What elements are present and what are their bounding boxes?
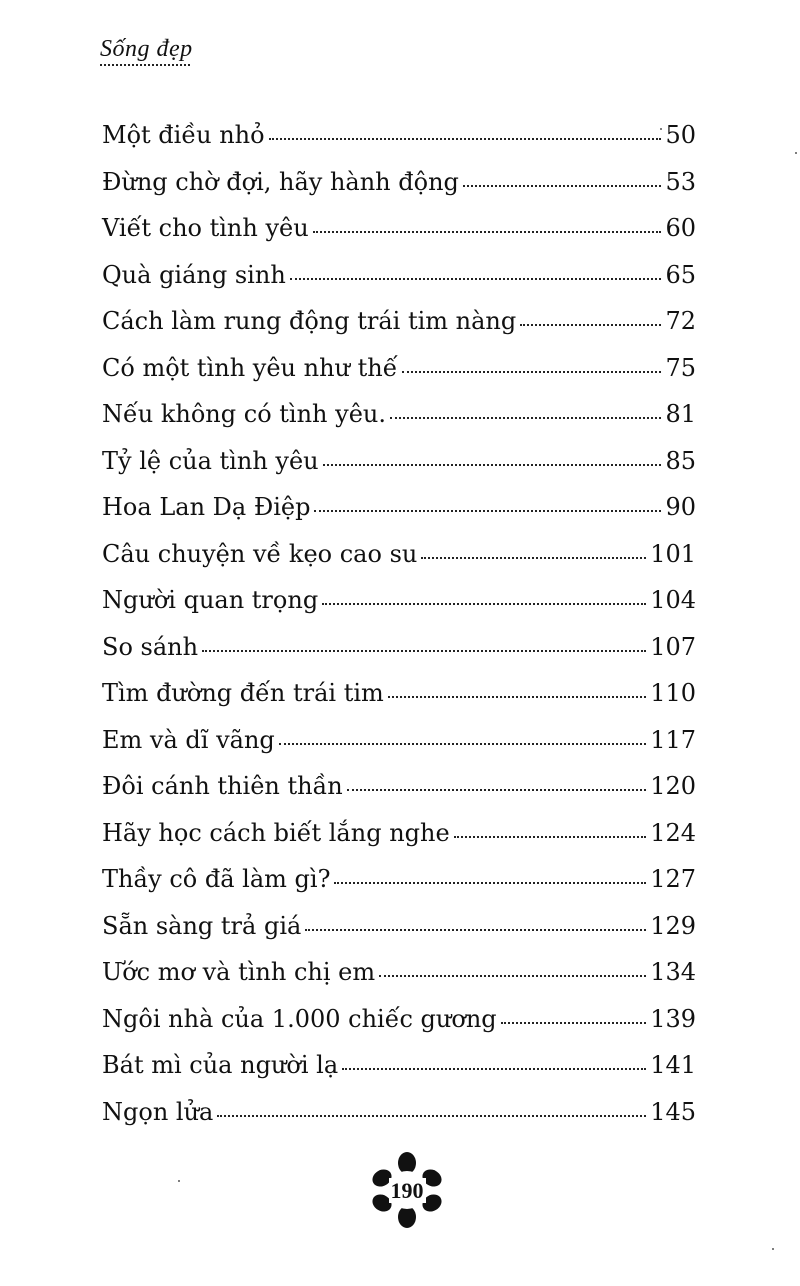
toc-entry-page: 72 xyxy=(665,307,696,335)
toc-dot-leader xyxy=(390,417,661,419)
toc-dot-leader xyxy=(421,557,646,559)
toc-entry xyxy=(102,763,696,810)
page-number-ornament xyxy=(370,1150,444,1230)
toc-dot-leader xyxy=(314,510,661,512)
toc-entry-page: 129 xyxy=(650,911,696,940)
toc-entry-title: Sẵn sàng trả giá xyxy=(102,911,302,940)
toc-entry-page: 139 xyxy=(650,1004,696,1033)
page-number-text: 190 xyxy=(390,1178,424,1203)
toc-entry xyxy=(102,1089,696,1136)
toc-entry-title: Câu chuyện về kẹo cao su xyxy=(102,539,418,568)
toc-dot-leader xyxy=(313,231,662,233)
toc-entry-title: Cách làm rung động trái tim nàng xyxy=(102,307,517,335)
toc-dot-leader xyxy=(323,464,662,466)
toc-dot-leader xyxy=(305,929,646,931)
toc-dot-leader xyxy=(463,185,662,187)
toc-entry xyxy=(102,996,696,1043)
toc-entry-title: Viết cho tình yêu xyxy=(102,214,309,242)
toc-dot-leader xyxy=(347,789,646,791)
toc-entry xyxy=(102,391,696,438)
toc-entry-title: Tìm đường đến trái tim xyxy=(102,679,384,707)
toc-entry xyxy=(102,205,696,252)
toc-entry xyxy=(102,577,696,624)
toc-entry xyxy=(102,298,696,345)
toc-entry xyxy=(102,670,696,717)
toc-dot-leader xyxy=(379,975,646,977)
toc-entry xyxy=(102,856,696,903)
toc-entry-title: Ngọn lửa xyxy=(102,1097,214,1126)
toc-entry xyxy=(102,252,696,299)
toc-entry-title: Có một tình yêu như thế xyxy=(102,353,398,382)
toc-entry-page: 124 xyxy=(650,818,696,847)
toc-dot-leader xyxy=(342,1068,646,1070)
toc-dot-leader xyxy=(217,1115,646,1117)
toc-entry xyxy=(102,1042,696,1089)
toc-entry-page: 60 xyxy=(665,214,696,242)
toc-entry-page: 120 xyxy=(650,772,696,800)
toc-entry xyxy=(102,717,696,764)
toc-entry xyxy=(102,531,696,578)
toc-dot-leader xyxy=(520,324,661,326)
toc-entry-page: 107 xyxy=(650,632,696,661)
table-of-contents xyxy=(102,112,696,1135)
paper-speck xyxy=(660,128,662,130)
toc-dot-leader xyxy=(279,743,646,745)
toc-entry-title: Người quan trọng xyxy=(102,586,319,614)
toc-entry-title: Quà giáng sinh xyxy=(102,260,286,289)
toc-dot-leader xyxy=(290,278,662,280)
running-header-underline xyxy=(100,64,190,66)
toc-entry-page: 110 xyxy=(650,679,696,707)
toc-entry-title: So sánh xyxy=(102,632,199,661)
toc-entry-page: 85 xyxy=(665,446,696,475)
toc-dot-leader xyxy=(454,836,647,838)
paper-speck xyxy=(178,1180,180,1182)
toc-entry-title: Đôi cánh thiên thần xyxy=(102,772,343,800)
toc-entry-page: 101 xyxy=(650,539,696,568)
toc-entry-title: Ước mơ và tình chị em xyxy=(102,958,376,986)
toc-entry xyxy=(102,159,696,206)
toc-entry-page: 75 xyxy=(665,353,696,382)
toc-entry-page: 53 xyxy=(665,167,696,196)
toc-entry-title: Đừng chờ đợi, hãy hành động xyxy=(102,167,459,196)
toc-dot-leader xyxy=(388,696,646,698)
toc-entry-page: 50 xyxy=(665,121,696,149)
toc-dot-leader xyxy=(202,650,646,652)
toc-dot-leader xyxy=(334,882,646,884)
toc-dot-leader xyxy=(501,1022,647,1024)
toc-entry xyxy=(102,810,696,857)
toc-entry-page: 104 xyxy=(650,586,696,614)
toc-dot-leader xyxy=(269,138,662,140)
toc-entry-page: 90 xyxy=(665,493,696,521)
toc-entry-title: Em và dĩ vãng xyxy=(102,725,275,754)
toc-entry xyxy=(102,438,696,485)
toc-entry-title: Hoa Lan Dạ Điệp xyxy=(102,493,311,521)
toc-entry-page: 141 xyxy=(650,1051,696,1079)
page-number xyxy=(370,1178,444,1204)
toc-entry-page: 145 xyxy=(650,1097,696,1126)
paper-speck xyxy=(795,152,797,154)
toc-entry-title: Thầy cô đã làm gì? xyxy=(102,865,331,893)
toc-entry xyxy=(102,903,696,950)
toc-entry-title: Bát mì của người lạ xyxy=(102,1051,339,1079)
toc-entry-title: Tỷ lệ của tình yêu xyxy=(102,446,319,475)
toc-dot-leader xyxy=(322,603,646,605)
toc-entry-page: 117 xyxy=(650,725,696,754)
toc-entry xyxy=(102,112,696,159)
toc-entry-title: Ngôi nhà của 1.000 chiếc gương xyxy=(102,1004,497,1033)
running-header-title: Sống đẹp xyxy=(100,36,193,62)
toc-entry-page: 127 xyxy=(650,865,696,893)
toc-entry xyxy=(102,624,696,671)
toc-entry-page: 134 xyxy=(650,958,696,986)
toc-dot-leader xyxy=(402,371,662,373)
toc-entry-page: 65 xyxy=(665,260,696,289)
toc-entry-title: Một điều nhỏ xyxy=(102,121,265,149)
toc-entry xyxy=(102,949,696,996)
toc-entry xyxy=(102,484,696,531)
toc-entry-page: 81 xyxy=(665,400,696,428)
toc-entry-title: Hãy học cách biết lắng nghe xyxy=(102,818,450,847)
paper-speck xyxy=(772,1248,774,1250)
toc-entry xyxy=(102,345,696,392)
toc-entry-title: Nếu không có tình yêu. xyxy=(102,400,386,428)
